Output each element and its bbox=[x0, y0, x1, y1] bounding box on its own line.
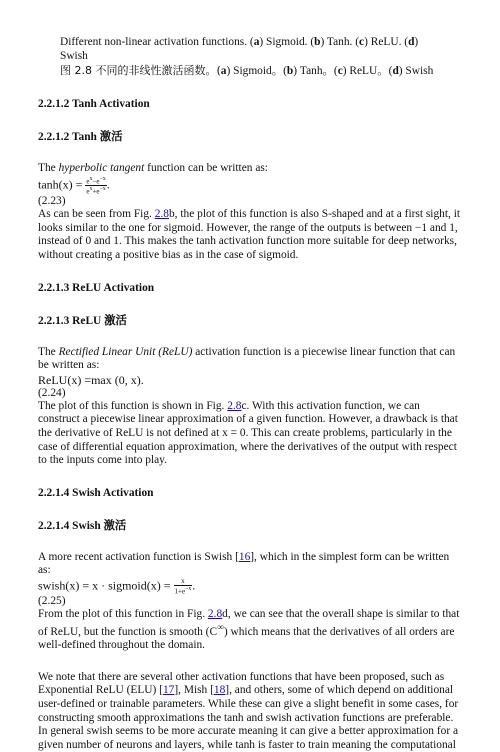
tanh-equation: tanh(x) = $\frac{e^x-e^{-x}}{e^x+e^{-x}}$ . bbox=[38, 175, 110, 196]
heading-swish-zh: 2.2.1.4 Swish 激活 bbox=[38, 517, 127, 532]
figure-link[interactable]: 2.8 bbox=[207, 608, 223, 621]
tanh-intro: The hyperbolic tangent function can be written as: bbox=[38, 162, 268, 174]
swish-equation-number: (2.25) bbox=[38, 595, 66, 608]
heading-relu-zh: 2.2.1.3 ReLU 激活 bbox=[38, 312, 127, 327]
heading-tanh-zh: 2.2.1.2 Tanh 激活 bbox=[38, 129, 123, 143]
heading-swish-en: 2.2.1.4 Swish Activation bbox=[38, 486, 154, 499]
relu-intro: The Rectified Linear Unit (ReLU) activation function is a piecewise linear function that can be written as: bbox=[38, 345, 456, 372]
activation-note: We note that there are several other activation functions that have been proposed, such as Exponential ReLU (ELU) [17], Mish [18], and others, some of which depend on additional user-defined or trainable parameters. While these can give a slight benefit in some cases, for constructing smooth approximations the tanh and swish activation functions are preferable. In general swish seems to be more accurate meaning it can give a better approximation for a given number of neurons and layers, while tanh is faster to train meaning the computational bbox=[38, 670, 459, 751]
tanh-equation-number: (2.23) bbox=[38, 195, 66, 208]
tanh-body: As can be seen from Fig. 2.8b, the plot of this function is also S-shaped and at a first sight, it looks similar to the one for sigmoid. However, the range of the outputs is between −1 and 1, instead of 0 and 1. This makes the tanh activation function more suitable for deep networks, without creating a positive bias as in the case of sigmoid. bbox=[38, 208, 461, 262]
heading-tanh-en: 2.2.1.2 Tanh Activation bbox=[38, 98, 150, 110]
figure-link[interactable]: 2.8 bbox=[154, 208, 169, 221]
swish-intro: A more recent activation function is Swish [16], which in the simplest form can be written as: bbox=[38, 550, 450, 577]
figure-caption-en: Different non-linear activation functions. (a) Sigmoid. (b) Tanh. (c) ReLU. (d) Swish bbox=[60, 36, 419, 62]
swish-equation: swish(x) = x · sigmoid(x) = $\frac{x}{1+e^{-x}}$ . bbox=[38, 576, 196, 596]
citation-link[interactable]: 16 bbox=[238, 550, 251, 563]
citation-link[interactable]: 18 bbox=[213, 684, 226, 697]
swish-body: From the plot of this function in Fig. 2.8d, we can see that the overall shape is similar to that of ReLU, but the function is smooth (C∞) which means that the derivatives of all orders are well-defined throughout the domain. bbox=[38, 608, 460, 652]
figure-link[interactable]: 2.8 bbox=[227, 399, 242, 412]
figure-caption-zh: 图 2.8 不同的非线性激活函数。(a) Sigmoid。(b) Tanh。(c) ReLU。(d) Swish bbox=[60, 64, 434, 77]
citation-link[interactable]: 17 bbox=[162, 684, 175, 697]
relu-equation: ReLU(x) =max (0, x). bbox=[38, 372, 144, 387]
heading-relu-en: 2.2.1.3 ReLU Activation bbox=[38, 281, 155, 294]
relu-equation-number: (2.24) bbox=[38, 386, 66, 399]
relu-body: The plot of this function is shown in Fig. 2.8c. With this activation function, we can construct a piecewise linear approximation of a given function. However, a drawback is that the derivative of ReLU is not defined at x = 0. This can create problems, particularly in the case of differential equation approximation, where the derivatives of the output with respect to the inputs come into play. bbox=[38, 399, 458, 467]
